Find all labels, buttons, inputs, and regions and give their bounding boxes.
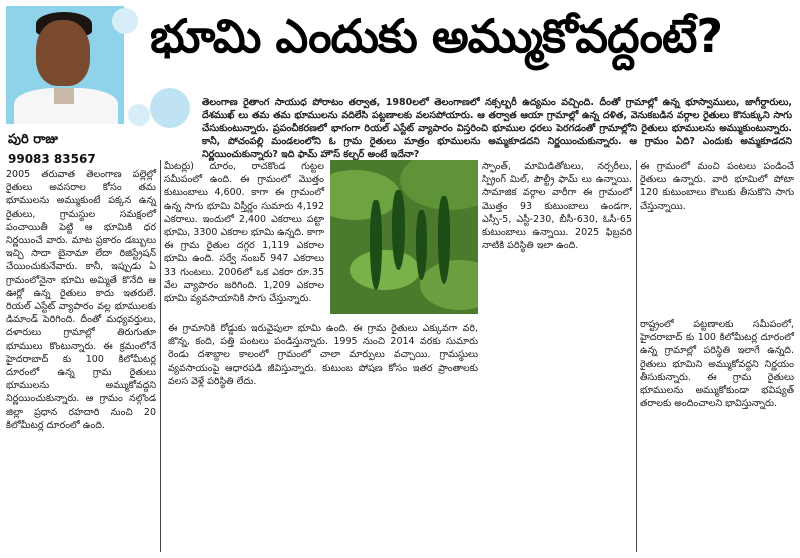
chili-plant-photo [330, 160, 478, 314]
column-divider [636, 160, 637, 552]
leaf [350, 250, 420, 290]
author-face [36, 20, 90, 86]
article-column-4: స్ఫాంత్, మామిడితోటలు, నర్సరీలు, స్ప్రింగ్ మిల్, పౌల్ట్రీ ఫామ్ లు ఉన్నాయి. సామాజిక వర్గాల వారీగా ఈ గ్రామంలో మొత్తం 93 కుటుంబాలు ఉండగా, ఎస్సీ-5, ఎస్టీ-230, బీసీ-630, ఓసీ-65 కుటుంబాలు ఉన్నాయి. 2025 ఫిబ్రవరి నాటికి పరిస్థితి ఇలా ఉంది. [482, 161, 632, 252]
article-column-6: రాష్ట్రంలో పట్టణాలకు సమీపంలో, హైదరాబాద్ కు 100 కిలోమీటర్ల దూరంలో ఉన్న గ్రామాల్లో పరిస్థితి ఇలాగే ఉన్నది. రైతులు భూమిని అమ్ముకోవద్దని నిర్ణయం తీసుకున్నారు. ఈ గ్రామ రైతులు భూములను అమ్ముకోకుండా భవిష్యత్ తరాలకు అందించాలని భావిస్తున్నారు. [640, 319, 794, 410]
chili-pod [370, 200, 382, 290]
chili-pod [416, 210, 427, 280]
byline [8, 132, 126, 166]
decor-bubble-2 [150, 88, 190, 128]
author-collar [54, 88, 74, 104]
author-name: పురి రాజు [8, 132, 58, 147]
headline: భూమి ఎందుకు అమ్ముకోవద్దంటే? [150, 9, 723, 63]
article-column-1: 2005 తరువాత తెలంగాణ పల్లెల్లో రైతులు అవసరాల కోసం తమ భూములను అమ్ముకుంటే పక్కన ఉన్న రైతులు, గ్రామస్థుల సమక్షంలో పంచాయితీ పెట్టి ఆ భూమికి ధర నిర్ణయించే వారు. మాట ప్రకారం డబ్బులు ఇచ్చి సాదా బైనామా లేదా రిజిస్ట్రేషన్ చేయించుకునేవారు. కానీ, ఇప్పుడు ఏ గ్రామంలోనైనా భూమి అమ్మితే కొనేది ఆ ఊర్లో ఉన్న రైతులు కాదు ఇతరులే. రియల్ ఎస్టేట్ వ్యాపారం వల్ల భూములకు డిమాండ్ పెరిగింది. దీంతో మధ్యవర్తులు, దళారులు గ్రామాల్లో తిరుగుతూ భూములు కొంటున్నారు. ఈ క్రమంలోనే హైదరాబాద్ కు 100 కిలోమీటర్ల దూరంలో ఉన్న గ్రామ రైతులు భూములను అమ్ముకోవద్దని నిర్ణయించుకున్నారు. ఆ గ్రామం నల్గొండ జిల్లా ప్రధాన రహదారి నుంచి 20 కిలోమీటర్ల దూరంలో ఉంది. [6, 169, 156, 431]
article-column-2: మీటర్లు) దూరం, రాచకొండ గుట్టల సమీపంలో ఉంది. ఈ గ్రామంలో మొత్తం కుటుంబాలు 4,600. కాగా ఈ గ్రామంలో ఉన్న సాగు భూమి విస్తీర్ణం సుమారు 4,192 ఎకరాలు. ఇందులో 2,400 ఎకరాలు పట్టా భూమి, 3300 ఎకరాల భూమి ఉన్నది. కాగా ఈ గ్రామ రైతుల దగ్గర 1,119 ఎకరాల భూమి ఉంది. సర్వే నంబర్ 947 ఎకరాలు 33 గుంటలు. 2006లో ఒక ఎకరా రూ.35 వేల వ్యాపారం జరిగింది. 1,209 ఎకరాల భూమి వ్యవసాయానికి సాగు చేస్తున్నారు. [164, 161, 324, 305]
lead-paragraph: తెలంగాణ రైతాంగ సాయుధ పోరాటం తర్వాత, 1980లలో తెలంగాణలో నక్సల్బరీ ఉద్యమం వచ్చింది. దీంతో గ్రామాల్లో ఉన్న భూస్వాములు, జాగీర్దారులు, దేశముఖ్ లు తమ తమ భూములను వదిలేసి పట్టణాలకు వలసపోయారు. ఆ తర్వాత ఆయా గ్రామాల్లో ఉన్న దళిత, వెనుకబడిన వర్గాల రైతులు కొనుక్కుని సాగు చేసుకుంటున్నారు. ప్రపంచీకరణలో భాగంగా రియల్ ఎస్టేట్ వ్యాపారం విస్తరించి భూముల ధరలు పెరగడంతో గ్రామాల్లోని రైతులు భూములను అమ్ముకుంటున్నారు. కానీ, పోచంపల్లి మండలంలోని ఓ గ్రామ రైతులు మాత్రం భూములను అమ్మకూడదని నిర్ణయించుకున్నారు. ఆ గ్రామం ఏది? ఎందుకు అమ్మకూడదని నిర్ణయించుకున్నారు? ఇది ఫామ్ హౌస్ కల్చర్ అంటే ఇదేనా? [202, 97, 792, 160]
column-divider [160, 160, 161, 552]
decor-bubble-3 [128, 104, 150, 126]
article-column-3: ఈ గ్రామానికి రోడ్డుకు ఇరువైపులా భూమి ఉంది. ఈ గ్రామ రైతులు ఎక్కువగా వరి, జొన్న, కంది, పత్తి పంటలు పండిస్తున్నారు. 1995 నుంచి 2014 వరకు సుమారు రెండు దశాబ్దాల కాలంలో గ్రామంలో చాలా మార్పులు వచ్చాయి. గ్రామస్థులు వ్యవసాయంపై ఆధారపడి జీవిస్తున్నారు. కుటుంబ పోషణ కోసం ఇతర ప్రాంతాలకు వలస వెళ్లే పరిస్థితి లేదు. [168, 323, 478, 387]
article-column-5: ఈ గ్రామంలో మంచి పంటలు పండించే రైతులు ఉన్నారు. వారి భూమిలో పోటా 120 కుటుంబాలు కౌలుకు తీసుకొని సాగు చేస్తున్నాయి. [640, 161, 794, 212]
chili-pod [438, 196, 450, 284]
leaf [330, 170, 400, 220]
decor-bubble-1 [112, 8, 138, 34]
leaf [420, 260, 478, 310]
author-phone: 99083 83567 [8, 152, 96, 166]
chili-pod [392, 190, 405, 270]
author-photo [6, 6, 124, 124]
